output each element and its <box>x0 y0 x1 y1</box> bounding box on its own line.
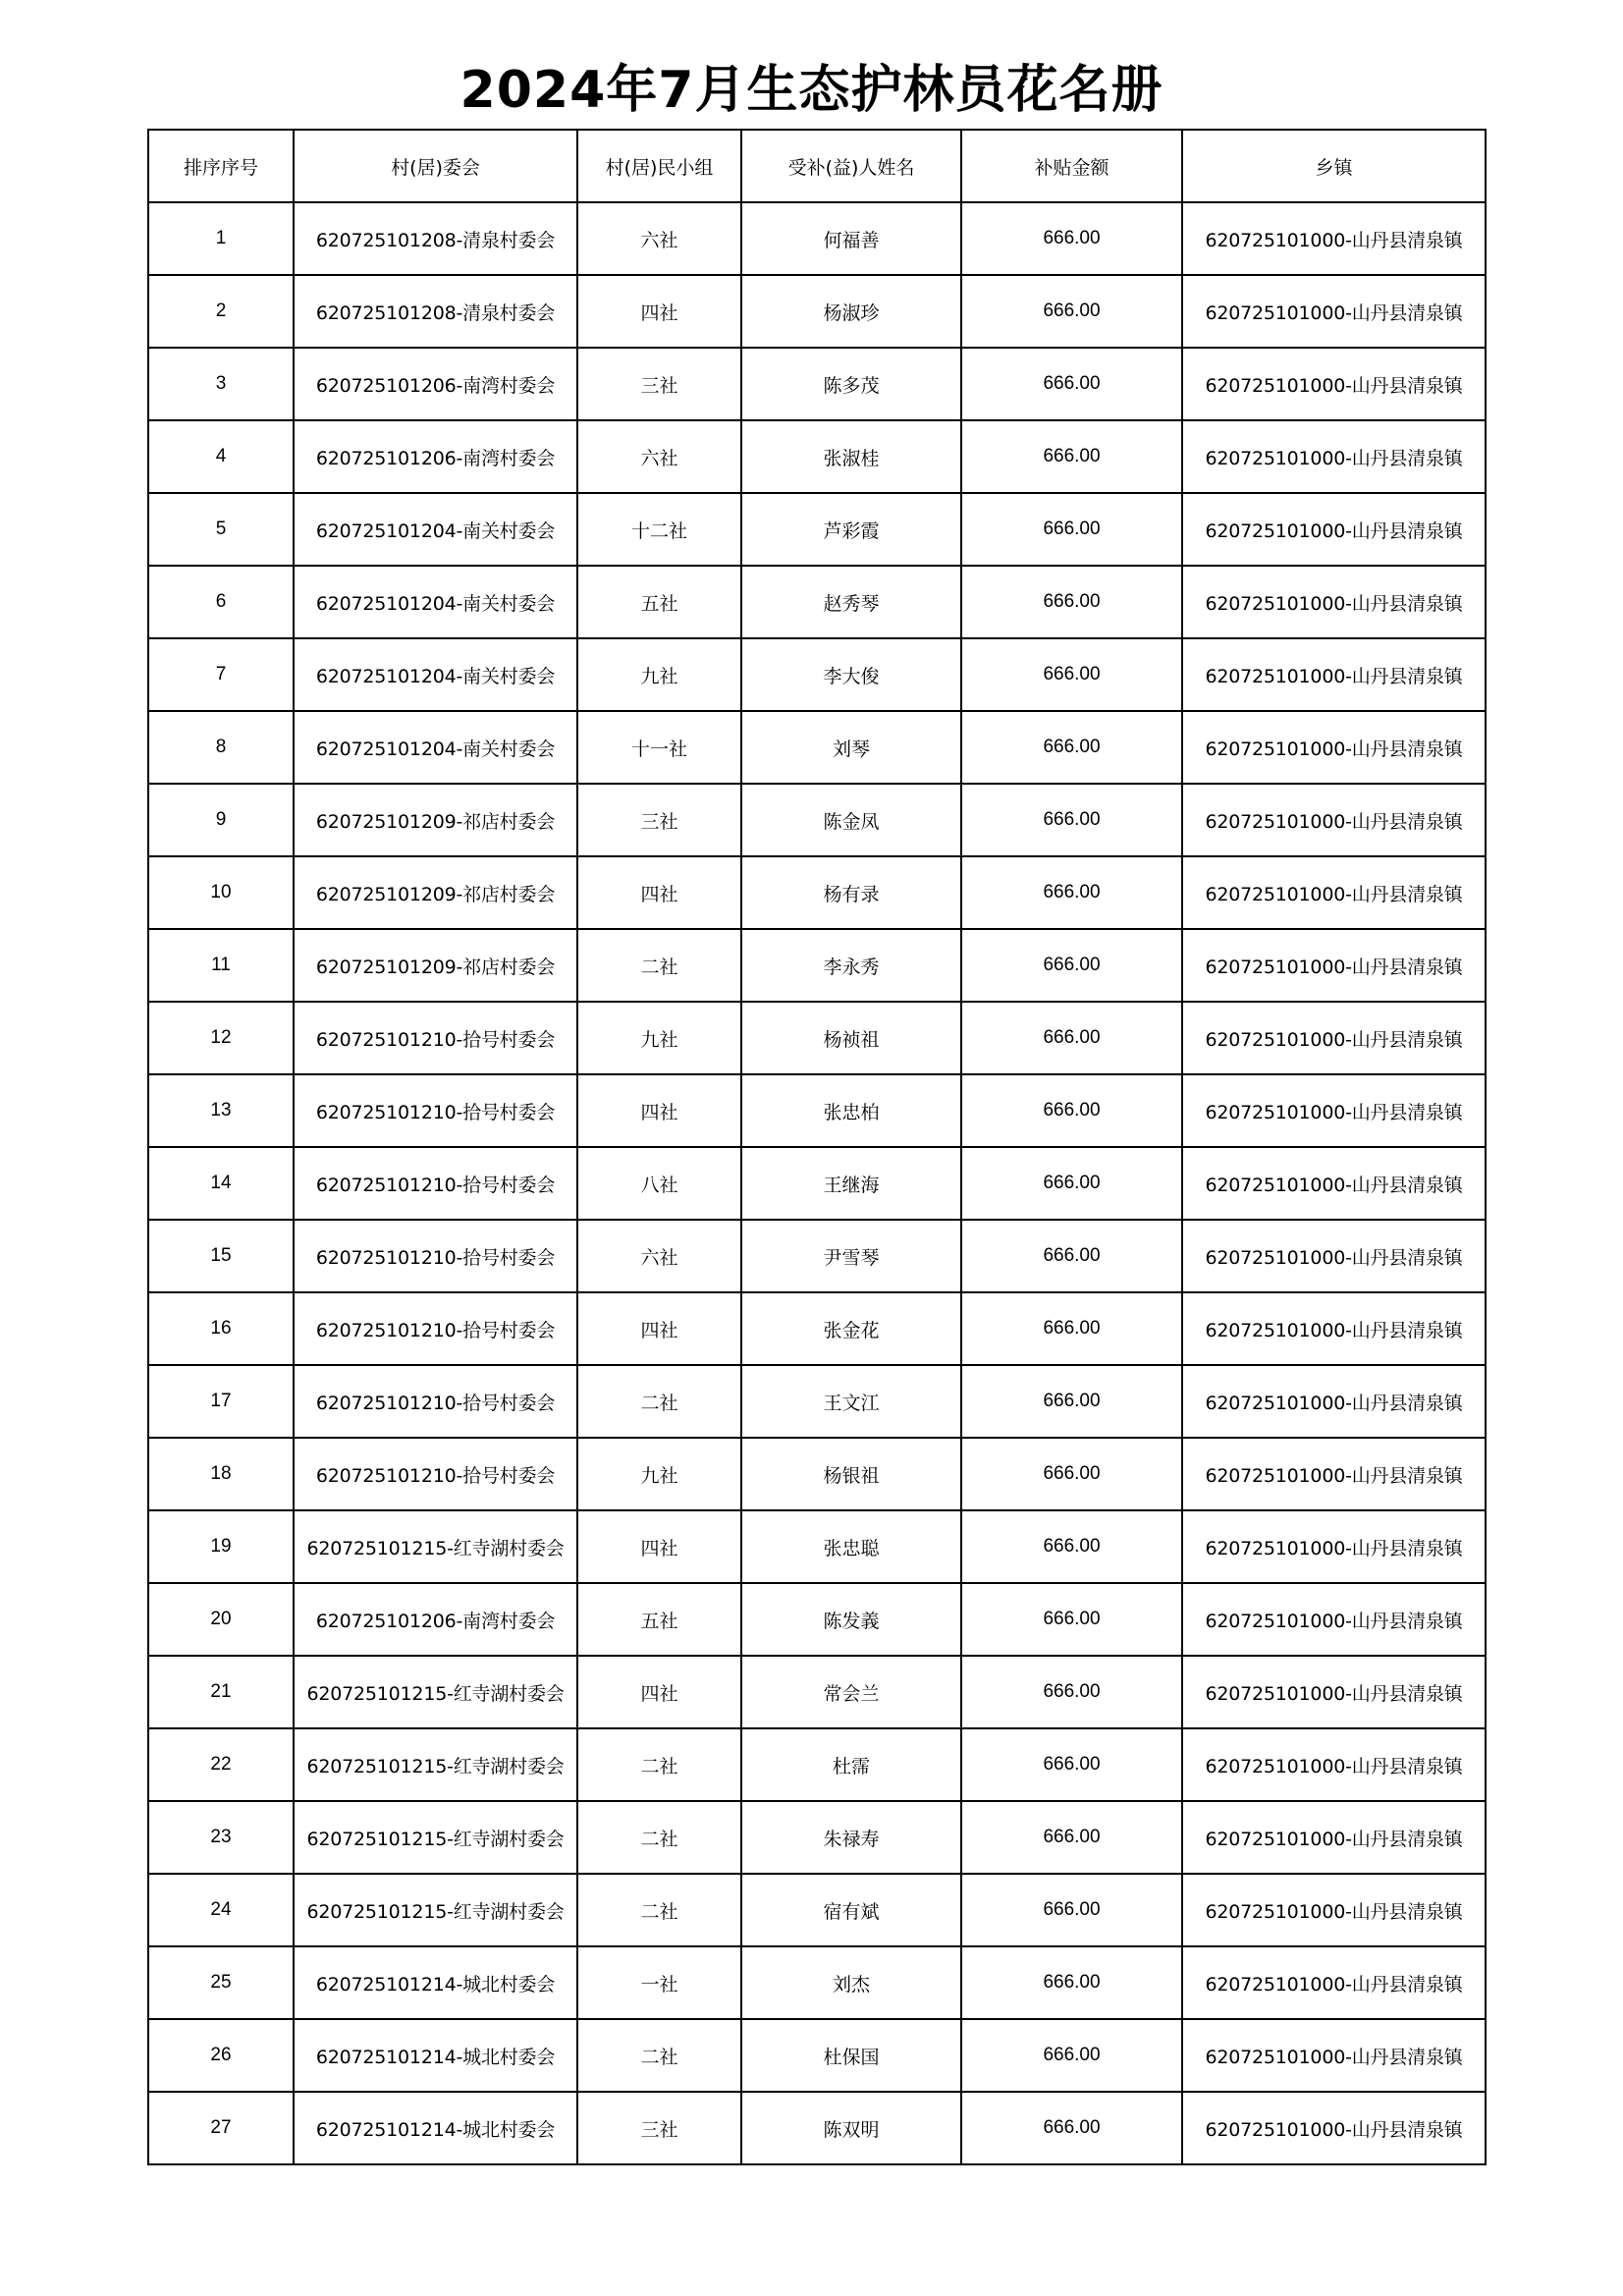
table-row <box>148 929 1486 1002</box>
column-header-amount: 补贴金额 <box>961 130 1182 202</box>
cell-group: 九社 <box>577 1002 741 1074</box>
cell-seq: 23 <box>148 1801 294 1874</box>
cell-village: 620725101215-红寺湖村委会 <box>294 1874 577 1946</box>
column-header-town: 乡镇 <box>1182 130 1486 202</box>
cell-town: 620725101000-山丹县清泉镇 <box>1182 1220 1486 1292</box>
cell-village: 620725101214-城北村委会 <box>294 2092 577 2164</box>
cell-name: 尹雪琴 <box>741 1220 961 1292</box>
cell-seq: 17 <box>148 1365 294 1438</box>
cell-seq: 15 <box>148 1220 294 1292</box>
cell-group: 六社 <box>577 1220 741 1292</box>
cell-village: 620725101210-拾号村委会 <box>294 1438 577 1510</box>
cell-group: 四社 <box>577 856 741 929</box>
table-row <box>148 1510 1486 1583</box>
cell-amount: 666.00 <box>961 566 1182 638</box>
cell-group: 四社 <box>577 1292 741 1365</box>
cell-amount: 666.00 <box>961 493 1182 566</box>
cell-amount: 666.00 <box>961 784 1182 856</box>
cell-name: 张忠聪 <box>741 1510 961 1583</box>
cell-town: 620725101000-山丹县清泉镇 <box>1182 638 1486 711</box>
cell-town: 620725101000-山丹县清泉镇 <box>1182 1946 1486 2019</box>
cell-amount: 666.00 <box>961 1147 1182 1220</box>
cell-group: 九社 <box>577 1438 741 1510</box>
cell-village: 620725101208-清泉村委会 <box>294 275 577 348</box>
cell-town: 620725101000-山丹县清泉镇 <box>1182 1874 1486 1946</box>
table-row <box>148 1074 1486 1147</box>
cell-group: 四社 <box>577 1656 741 1728</box>
cell-name: 张金花 <box>741 1292 961 1365</box>
cell-amount: 666.00 <box>961 348 1182 420</box>
table-row <box>148 493 1486 566</box>
cell-town: 620725101000-山丹县清泉镇 <box>1182 2092 1486 2164</box>
table-row <box>148 1002 1486 1074</box>
table-row <box>148 420 1486 493</box>
cell-seq: 10 <box>148 856 294 929</box>
cell-amount: 666.00 <box>961 1874 1182 1946</box>
cell-name: 张淑桂 <box>741 420 961 493</box>
table-row <box>148 1874 1486 1946</box>
cell-amount: 666.00 <box>961 2019 1182 2092</box>
cell-town: 620725101000-山丹县清泉镇 <box>1182 420 1486 493</box>
cell-name: 芦彩霞 <box>741 493 961 566</box>
cell-village: 620725101204-南关村委会 <box>294 493 577 566</box>
table-row <box>148 275 1486 348</box>
cell-town: 620725101000-山丹县清泉镇 <box>1182 929 1486 1002</box>
cell-amount: 666.00 <box>961 1292 1182 1365</box>
table-row <box>148 202 1486 275</box>
cell-seq: 1 <box>148 202 294 275</box>
cell-seq: 19 <box>148 1510 294 1583</box>
cell-amount: 666.00 <box>961 420 1182 493</box>
cell-seq: 3 <box>148 348 294 420</box>
cell-amount: 666.00 <box>961 275 1182 348</box>
cell-name: 杨淑珍 <box>741 275 961 348</box>
cell-seq: 9 <box>148 784 294 856</box>
table-row <box>148 1365 1486 1438</box>
cell-group: 六社 <box>577 420 741 493</box>
cell-town: 620725101000-山丹县清泉镇 <box>1182 1728 1486 1801</box>
cell-group: 四社 <box>577 1074 741 1147</box>
cell-amount: 666.00 <box>961 1510 1182 1583</box>
cell-name: 杜霈 <box>741 1728 961 1801</box>
cell-group: 九社 <box>577 638 741 711</box>
cell-village: 620725101210-拾号村委会 <box>294 1292 577 1365</box>
cell-name: 陈金凤 <box>741 784 961 856</box>
table-row <box>148 711 1486 784</box>
cell-town: 620725101000-山丹县清泉镇 <box>1182 348 1486 420</box>
cell-amount: 666.00 <box>961 1728 1182 1801</box>
cell-name: 常会兰 <box>741 1656 961 1728</box>
cell-name: 刘杰 <box>741 1946 961 2019</box>
table-row <box>148 2019 1486 2092</box>
table-row <box>148 1147 1486 1220</box>
cell-town: 620725101000-山丹县清泉镇 <box>1182 1583 1486 1656</box>
cell-town: 620725101000-山丹县清泉镇 <box>1182 1510 1486 1583</box>
cell-seq: 14 <box>148 1147 294 1220</box>
cell-group: 三社 <box>577 2092 741 2164</box>
cell-town: 620725101000-山丹县清泉镇 <box>1182 1365 1486 1438</box>
cell-group: 二社 <box>577 929 741 1002</box>
cell-name: 张忠柏 <box>741 1074 961 1147</box>
cell-name: 陈发義 <box>741 1583 961 1656</box>
cell-amount: 666.00 <box>961 929 1182 1002</box>
cell-amount: 666.00 <box>961 1656 1182 1728</box>
table-row <box>148 2092 1486 2164</box>
cell-village: 620725101210-拾号村委会 <box>294 1365 577 1438</box>
cell-town: 620725101000-山丹县清泉镇 <box>1182 1074 1486 1147</box>
cell-name: 王继海 <box>741 1147 961 1220</box>
cell-group: 四社 <box>577 1510 741 1583</box>
cell-amount: 666.00 <box>961 1002 1182 1074</box>
cell-name: 何福善 <box>741 202 961 275</box>
column-header-seq: 排序序号 <box>148 130 294 202</box>
table-row <box>148 348 1486 420</box>
cell-seq: 20 <box>148 1583 294 1656</box>
cell-name: 宿有斌 <box>741 1874 961 1946</box>
cell-seq: 12 <box>148 1002 294 1074</box>
roster-table <box>147 129 1487 2165</box>
cell-town: 620725101000-山丹县清泉镇 <box>1182 275 1486 348</box>
cell-seq: 6 <box>148 566 294 638</box>
cell-town: 620725101000-山丹县清泉镇 <box>1182 1656 1486 1728</box>
cell-village: 620725101215-红寺湖村委会 <box>294 1510 577 1583</box>
cell-village: 620725101204-南关村委会 <box>294 638 577 711</box>
column-header-name: 受补(益)人姓名 <box>741 130 961 202</box>
cell-seq: 24 <box>148 1874 294 1946</box>
cell-town: 620725101000-山丹县清泉镇 <box>1182 1002 1486 1074</box>
table-row <box>148 1728 1486 1801</box>
table-row <box>148 1220 1486 1292</box>
cell-town: 620725101000-山丹县清泉镇 <box>1182 493 1486 566</box>
cell-amount: 666.00 <box>961 1801 1182 1874</box>
cell-seq: 7 <box>148 638 294 711</box>
cell-name: 朱禄寿 <box>741 1801 961 1874</box>
cell-group: 五社 <box>577 1583 741 1656</box>
cell-name: 李大俊 <box>741 638 961 711</box>
cell-name: 杨银祖 <box>741 1438 961 1510</box>
table-row <box>148 1656 1486 1728</box>
cell-town: 620725101000-山丹县清泉镇 <box>1182 1801 1486 1874</box>
table-header-row <box>148 130 1486 202</box>
cell-group: 八社 <box>577 1147 741 1220</box>
cell-seq: 26 <box>148 2019 294 2092</box>
cell-town: 620725101000-山丹县清泉镇 <box>1182 856 1486 929</box>
cell-seq: 16 <box>148 1292 294 1365</box>
cell-village: 620725101215-红寺湖村委会 <box>294 1801 577 1874</box>
cell-village: 620725101209-祁店村委会 <box>294 784 577 856</box>
cell-group: 六社 <box>577 202 741 275</box>
column-header-group: 村(居)民小组 <box>577 130 741 202</box>
cell-group: 二社 <box>577 1728 741 1801</box>
cell-name: 李永秀 <box>741 929 961 1002</box>
cell-seq: 11 <box>148 929 294 1002</box>
cell-amount: 666.00 <box>961 1583 1182 1656</box>
cell-seq: 2 <box>148 275 294 348</box>
cell-group: 三社 <box>577 784 741 856</box>
cell-town: 620725101000-山丹县清泉镇 <box>1182 1147 1486 1220</box>
table-row <box>148 1801 1486 1874</box>
cell-name: 杨祯祖 <box>741 1002 961 1074</box>
cell-amount: 666.00 <box>961 2092 1182 2164</box>
cell-town: 620725101000-山丹县清泉镇 <box>1182 1438 1486 1510</box>
cell-village: 620725101214-城北村委会 <box>294 2019 577 2092</box>
cell-seq: 5 <box>148 493 294 566</box>
cell-group: 二社 <box>577 1874 741 1946</box>
cell-seq: 22 <box>148 1728 294 1801</box>
cell-name: 杨有录 <box>741 856 961 929</box>
table-row <box>148 856 1486 929</box>
cell-seq: 4 <box>148 420 294 493</box>
cell-seq: 8 <box>148 711 294 784</box>
table-row <box>148 1583 1486 1656</box>
cell-village: 620725101210-拾号村委会 <box>294 1002 577 1074</box>
cell-village: 620725101204-南关村委会 <box>294 566 577 638</box>
cell-amount: 666.00 <box>961 856 1182 929</box>
cell-seq: 21 <box>148 1656 294 1728</box>
table-row <box>148 784 1486 856</box>
cell-town: 620725101000-山丹县清泉镇 <box>1182 711 1486 784</box>
table-row <box>148 1438 1486 1510</box>
cell-amount: 666.00 <box>961 202 1182 275</box>
cell-village: 620725101215-红寺湖村委会 <box>294 1728 577 1801</box>
cell-village: 620725101209-祁店村委会 <box>294 856 577 929</box>
cell-group: 十一社 <box>577 711 741 784</box>
cell-amount: 666.00 <box>961 711 1182 784</box>
cell-name: 赵秀琴 <box>741 566 961 638</box>
column-header-village: 村(居)委会 <box>294 130 577 202</box>
cell-village: 620725101206-南湾村委会 <box>294 420 577 493</box>
cell-name: 杜保国 <box>741 2019 961 2092</box>
cell-village: 620725101215-红寺湖村委会 <box>294 1656 577 1728</box>
cell-amount: 666.00 <box>961 1220 1182 1292</box>
cell-village: 620725101204-南关村委会 <box>294 711 577 784</box>
cell-group: 二社 <box>577 2019 741 2092</box>
table-row <box>148 566 1486 638</box>
cell-seq: 13 <box>148 1074 294 1147</box>
cell-group: 五社 <box>577 566 741 638</box>
table-body <box>148 202 1486 2164</box>
cell-amount: 666.00 <box>961 638 1182 711</box>
table-row <box>148 1292 1486 1365</box>
cell-seq: 27 <box>148 2092 294 2164</box>
cell-town: 620725101000-山丹县清泉镇 <box>1182 202 1486 275</box>
cell-amount: 666.00 <box>961 1365 1182 1438</box>
cell-village: 620725101206-南湾村委会 <box>294 1583 577 1656</box>
cell-group: 三社 <box>577 348 741 420</box>
cell-amount: 666.00 <box>961 1438 1182 1510</box>
cell-group: 十二社 <box>577 493 741 566</box>
cell-village: 620725101210-拾号村委会 <box>294 1147 577 1220</box>
cell-village: 620725101210-拾号村委会 <box>294 1074 577 1147</box>
cell-town: 620725101000-山丹县清泉镇 <box>1182 2019 1486 2092</box>
cell-town: 620725101000-山丹县清泉镇 <box>1182 1292 1486 1365</box>
cell-name: 陈双明 <box>741 2092 961 2164</box>
cell-group: 四社 <box>577 275 741 348</box>
cell-amount: 666.00 <box>961 1074 1182 1147</box>
cell-village: 620725101214-城北村委会 <box>294 1946 577 2019</box>
cell-seq: 25 <box>148 1946 294 2019</box>
table-row <box>148 1946 1486 2019</box>
cell-group: 一社 <box>577 1946 741 2019</box>
cell-village: 620725101208-清泉村委会 <box>294 202 577 275</box>
cell-name: 王文江 <box>741 1365 961 1438</box>
cell-group: 二社 <box>577 1801 741 1874</box>
page-title: 2024年7月生态护林员花名册 <box>460 61 1163 120</box>
cell-village: 620725101210-拾号村委会 <box>294 1220 577 1292</box>
cell-seq: 18 <box>148 1438 294 1510</box>
cell-village: 620725101206-南湾村委会 <box>294 348 577 420</box>
cell-name: 刘琴 <box>741 711 961 784</box>
cell-village: 620725101209-祁店村委会 <box>294 929 577 1002</box>
cell-town: 620725101000-山丹县清泉镇 <box>1182 566 1486 638</box>
table-row <box>148 638 1486 711</box>
cell-name: 陈多茂 <box>741 348 961 420</box>
cell-town: 620725101000-山丹县清泉镇 <box>1182 784 1486 856</box>
cell-amount: 666.00 <box>961 1946 1182 2019</box>
cell-group: 二社 <box>577 1365 741 1438</box>
